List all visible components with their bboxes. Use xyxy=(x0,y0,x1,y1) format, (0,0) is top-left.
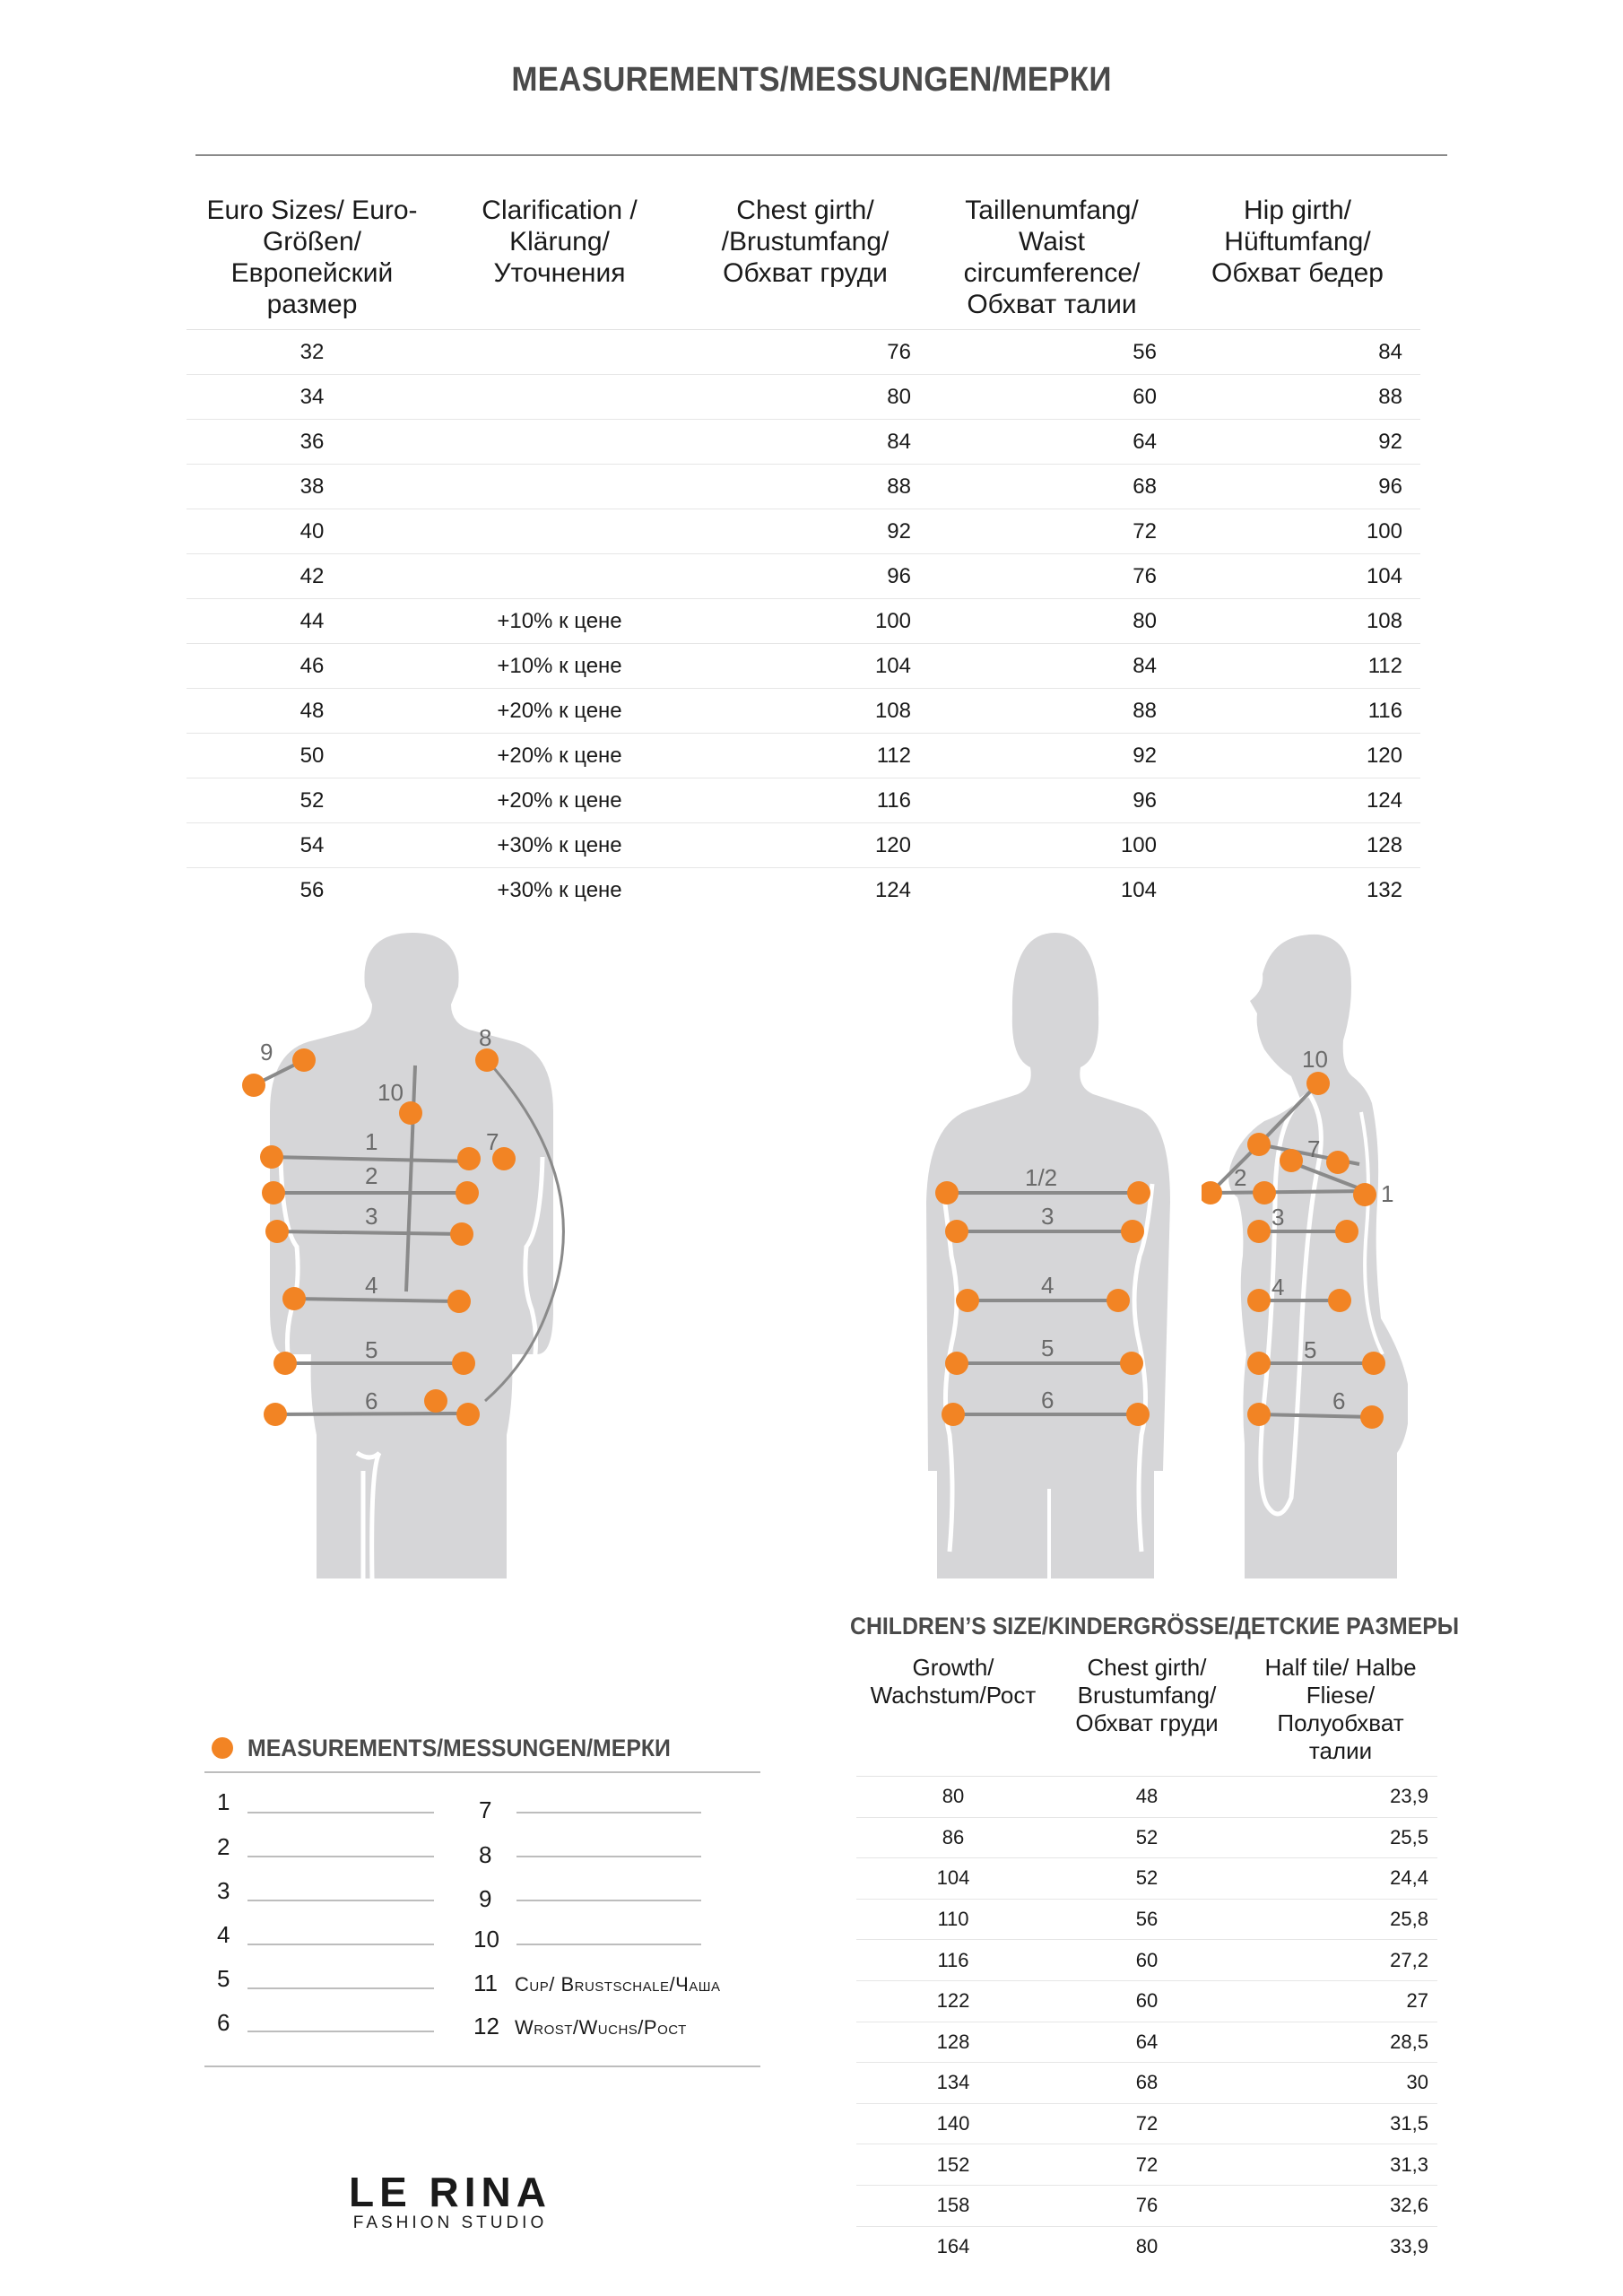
children-table-row xyxy=(856,2144,1437,2186)
header-clarification: Clarification / Klärung/ Уточнения xyxy=(482,196,638,288)
measure-label-growth: Wrost/Wuchs/Рост xyxy=(515,2016,687,2039)
front-label-9: 9 xyxy=(260,1039,273,1065)
side-label-3: 3 xyxy=(1271,1204,1285,1231)
back-figure xyxy=(910,933,1179,1578)
adult-table-row xyxy=(187,509,1420,554)
cell-clarification xyxy=(438,330,681,375)
title-divider xyxy=(195,154,1447,156)
cell-waist: 84 xyxy=(929,644,1175,689)
header-chest: Chest girth/ /Brustumfang/ Обхват груди xyxy=(721,196,890,288)
adult-table-row xyxy=(187,420,1420,465)
cell-waist: 96 xyxy=(929,778,1175,823)
cell-half-waist: 28,5 xyxy=(1244,2022,1437,2063)
measure-field-10[interactable] xyxy=(516,1944,701,1945)
cell-waist: 80 xyxy=(929,599,1175,644)
cell-euro-size: 36 xyxy=(187,420,438,465)
adult-table-row xyxy=(187,375,1420,420)
adult-table-row xyxy=(187,689,1420,734)
measure-num-12: 12 xyxy=(473,2013,499,2039)
children-table-row xyxy=(856,2022,1437,2063)
measure-num-3: 3 xyxy=(217,1877,230,1904)
side-label-6: 6 xyxy=(1332,1387,1346,1414)
cell-child-chest: 52 xyxy=(1050,1858,1244,1900)
cell-clarification xyxy=(438,465,681,509)
header-hip: Hip girth/ Hüftumfang/ Обхват бедер xyxy=(1211,196,1384,288)
logo-svg xyxy=(280,2169,621,2231)
measure-num-9: 9 xyxy=(479,1885,492,1912)
children-table-row xyxy=(856,2185,1437,2226)
front-label-4: 4 xyxy=(365,1272,378,1299)
measure-label-cup: Cup/ Brustschale/Чаша xyxy=(515,1973,721,1996)
cell-child-chest: 72 xyxy=(1050,2144,1244,2186)
children-table-row xyxy=(856,1940,1437,1981)
cell-clarification: +30% к цене xyxy=(497,877,622,902)
cell-child-chest: 72 xyxy=(1050,2103,1244,2144)
measure-num-11: 11 xyxy=(473,1970,498,1996)
cell-growth: 152 xyxy=(856,2144,1050,2186)
cell-hip: 116 xyxy=(1175,689,1420,734)
side-label-10: 10 xyxy=(1302,1046,1328,1073)
side-line-2b xyxy=(1211,1191,1372,1193)
cell-child-chest: 52 xyxy=(1050,1817,1244,1858)
cell-child-chest: 48 xyxy=(1050,1777,1244,1818)
cell-euro-size: 46 xyxy=(187,644,438,689)
cell-euro-size: 32 xyxy=(187,330,438,375)
measure-field-4[interactable] xyxy=(247,1944,434,1945)
front-silhouette xyxy=(270,933,553,1578)
logo-wordmark: LE RINA xyxy=(349,2169,551,2215)
side-label-7: 7 xyxy=(1307,1135,1321,1162)
cell-euro-size: 34 xyxy=(187,375,438,420)
adult-table-row xyxy=(187,465,1420,509)
cell-half-waist: 27,2 xyxy=(1244,1940,1437,1981)
cell-euro-size: 44 xyxy=(187,599,438,644)
cell-growth: 158 xyxy=(856,2185,1050,2226)
cell-child-chest: 80 xyxy=(1135,2234,1159,2257)
measure-field-3[interactable] xyxy=(247,1900,434,1901)
measure-field-6[interactable] xyxy=(247,2031,434,2032)
cell-euro-size: 40 xyxy=(187,509,438,554)
children-table-row xyxy=(856,1817,1437,1858)
cell-hip: 88 xyxy=(1175,375,1420,420)
adult-table-row xyxy=(187,868,1420,913)
front-label-8: 8 xyxy=(479,1024,492,1051)
cell-clarification xyxy=(438,554,681,599)
front-label-7: 7 xyxy=(486,1128,499,1155)
adult-table-row xyxy=(187,554,1420,599)
cell-euro-size: 48 xyxy=(187,689,438,734)
cell-euro-size: 50 xyxy=(187,734,438,778)
header-child-chest: Chest girth/ Brustumfang/ Обхват груди xyxy=(1075,1654,1219,1736)
front-label-1: 1 xyxy=(365,1128,378,1155)
back-label-5: 5 xyxy=(1041,1335,1055,1361)
cell-clarification xyxy=(438,509,681,554)
cell-waist: 64 xyxy=(929,420,1175,465)
back-figure-svg xyxy=(910,933,1179,1578)
back-label-12: 1/2 xyxy=(1025,1164,1058,1191)
front-label-6: 6 xyxy=(365,1387,378,1414)
cell-euro-size: 52 xyxy=(187,778,438,823)
back-label-6: 6 xyxy=(1041,1387,1055,1413)
measure-field-1[interactable] xyxy=(247,1812,434,1813)
measure-num-4: 4 xyxy=(217,1921,230,1948)
cell-half-waist: 31,5 xyxy=(1244,2103,1437,2144)
cell-growth: 110 xyxy=(856,1899,1050,1940)
cell-clarification xyxy=(438,375,681,420)
front-figure-svg xyxy=(229,933,596,1578)
cell-half-waist: 25,8 xyxy=(1244,1899,1437,1940)
header-waist: Taillenumfang/ Waist circumference/ Обхват талии xyxy=(963,196,1141,319)
cell-growth: 122 xyxy=(856,1980,1050,2022)
cell-euro-size: 42 xyxy=(187,554,438,599)
cell-half-waist: 25,5 xyxy=(1244,1817,1437,1858)
cell-half-waist: 23,9 xyxy=(1244,1777,1437,1818)
cell-child-chest: 56 xyxy=(1050,1899,1244,1940)
side-silhouette xyxy=(1228,935,1408,1578)
cell-growth: 140 xyxy=(856,2103,1050,2144)
cell-waist: 76 xyxy=(929,554,1175,599)
cell-half-waist: 30 xyxy=(1244,2063,1437,2104)
cell-growth: 104 xyxy=(856,1858,1050,1900)
measure-field-7[interactable] xyxy=(516,1812,701,1813)
adult-table-row xyxy=(187,823,1420,868)
measure-num-5: 5 xyxy=(217,1965,230,1992)
measurements-bullet-icon xyxy=(212,1737,233,1759)
cell-hip: 132 xyxy=(1366,877,1402,902)
cell-child-chest: 76 xyxy=(1050,2185,1244,2226)
children-table-row xyxy=(856,2226,1437,2266)
cell-waist: 92 xyxy=(929,734,1175,778)
cell-chest: 116 xyxy=(681,778,929,823)
cell-waist: 56 xyxy=(929,330,1175,375)
cell-hip: 84 xyxy=(1175,330,1420,375)
cell-hip: 96 xyxy=(1175,465,1420,509)
adult-table-row xyxy=(187,599,1420,644)
cell-chest: 104 xyxy=(681,644,929,689)
children-title: CHILDREN’S SIZE/KINDERGRÖSSE/ДЕТСКИЕ РАЗМЕРЫ xyxy=(850,1613,1460,1639)
measurements-top-rule xyxy=(204,1771,760,1773)
cell-waist: 68 xyxy=(929,465,1175,509)
cell-euro-size: 38 xyxy=(187,465,438,509)
adult-size-table xyxy=(187,184,1420,912)
header-half-waist: Half tile/ Halbe Fliese/ Полуобхват талии xyxy=(1264,1654,1417,1764)
cell-hip: 112 xyxy=(1175,644,1420,689)
side-label-1: 1 xyxy=(1381,1180,1394,1207)
cell-hip: 92 xyxy=(1175,420,1420,465)
children-size-table xyxy=(856,1648,1437,2266)
cell-hip: 108 xyxy=(1175,599,1420,644)
back-silhouette xyxy=(926,933,1170,1578)
cell-half-waist: 32,6 xyxy=(1244,2185,1437,2226)
cell-chest: 112 xyxy=(681,734,929,778)
cell-euro-size: 56 xyxy=(299,877,325,902)
measure-num-8: 8 xyxy=(479,1841,492,1868)
cell-chest: 96 xyxy=(681,554,929,599)
cell-chest: 108 xyxy=(681,689,929,734)
adult-table-row xyxy=(187,330,1420,375)
header-euro-size: Euro Sizes/ Euro-Größen/ Европейский размер xyxy=(206,196,418,319)
children-table-row xyxy=(856,2103,1437,2144)
cell-chest: 80 xyxy=(681,375,929,420)
cell-growth: 86 xyxy=(856,1817,1050,1858)
page-title: MEASUREMENTS/MESSUNGEN/МЕРКИ xyxy=(511,61,1112,99)
cell-chest: 100 xyxy=(681,599,929,644)
cell-hip: 100 xyxy=(1175,509,1420,554)
adult-table-row xyxy=(187,778,1420,823)
cell-half-waist: 24,4 xyxy=(1244,1858,1437,1900)
children-table-row xyxy=(856,1858,1437,1900)
front-label-10: 10 xyxy=(378,1079,404,1106)
cell-hip: 120 xyxy=(1175,734,1420,778)
adult-table-row xyxy=(187,734,1420,778)
front-label-3: 3 xyxy=(365,1203,378,1230)
cell-clarification xyxy=(438,420,681,465)
measure-num-6: 6 xyxy=(217,2009,230,2036)
cell-growth: 80 xyxy=(856,1777,1050,1818)
front-label-2: 2 xyxy=(365,1162,378,1189)
measure-num-10: 10 xyxy=(473,1926,499,1952)
logo-tagline: FASHION STUDIO xyxy=(352,2213,548,2231)
measure-field-5[interactable] xyxy=(247,1987,434,1989)
cell-hip: 124 xyxy=(1175,778,1420,823)
measurements-title: MEASUREMENTS/MESSUNGEN/МЕРКИ xyxy=(247,1735,671,1761)
adult-table-header xyxy=(187,184,1420,330)
cell-half-waist: 27 xyxy=(1244,1980,1437,2022)
measure-num-2: 2 xyxy=(217,1833,230,1860)
cell-chest: 84 xyxy=(681,420,929,465)
cell-half-waist: 33,9 xyxy=(1390,2234,1428,2257)
cell-chest: 92 xyxy=(681,509,929,554)
cell-growth: 164 xyxy=(936,2234,970,2257)
cell-child-chest: 60 xyxy=(1050,1980,1244,2022)
measure-field-8[interactable] xyxy=(516,1856,701,1857)
cell-clarification: +20% к цене xyxy=(438,689,681,734)
cell-growth: 116 xyxy=(856,1940,1050,1981)
le-rina-logo xyxy=(280,2169,621,2236)
side-figure xyxy=(1202,933,1408,1578)
cell-child-chest: 60 xyxy=(1050,1940,1244,1981)
cell-clarification: +10% к цене xyxy=(438,599,681,644)
cell-chest: 120 xyxy=(681,823,929,868)
back-label-4: 4 xyxy=(1041,1272,1055,1299)
side-label-5: 5 xyxy=(1304,1336,1317,1363)
cell-hip: 104 xyxy=(1175,554,1420,599)
children-table-row xyxy=(856,1980,1437,2022)
adult-table-row xyxy=(187,644,1420,689)
side-label-4: 4 xyxy=(1271,1274,1285,1300)
cell-chest: 76 xyxy=(681,330,929,375)
children-table-row xyxy=(856,2063,1437,2104)
cell-growth: 128 xyxy=(856,2022,1050,2063)
front-label-5: 5 xyxy=(365,1336,378,1363)
measure-num-1: 1 xyxy=(217,1788,230,1815)
cell-euro-size: 54 xyxy=(187,823,438,868)
side-label-2: 2 xyxy=(1234,1164,1247,1191)
cell-waist: 104 xyxy=(1120,877,1157,902)
header-growth: Growth/ Wachstum/Рост xyxy=(870,1654,1037,1709)
cell-chest: 88 xyxy=(681,465,929,509)
front-figure xyxy=(229,933,596,1578)
children-table-row xyxy=(856,1899,1437,1940)
measurements-bottom-rule xyxy=(204,2066,760,2067)
cell-child-chest: 64 xyxy=(1050,2022,1244,2063)
side-figure-svg xyxy=(1202,933,1408,1578)
cell-chest: 124 xyxy=(874,877,911,902)
measure-field-2[interactable] xyxy=(247,1856,434,1857)
measure-field-9[interactable] xyxy=(516,1900,701,1901)
cell-clarification: +10% к цене xyxy=(438,644,681,689)
children-table-row xyxy=(856,1777,1437,1818)
cell-clarification: +20% к цене xyxy=(438,734,681,778)
children-table-header xyxy=(856,1648,1437,1777)
cell-child-chest: 68 xyxy=(1050,2063,1244,2104)
cell-waist: 72 xyxy=(929,509,1175,554)
cell-waist: 88 xyxy=(929,689,1175,734)
measure-num-7: 7 xyxy=(479,1796,492,1823)
cell-waist: 60 xyxy=(929,375,1175,420)
back-label-3: 3 xyxy=(1041,1203,1055,1230)
cell-hip: 128 xyxy=(1175,823,1420,868)
cell-half-waist: 31,3 xyxy=(1244,2144,1437,2186)
cell-clarification: +20% к цене xyxy=(438,778,681,823)
cell-growth: 134 xyxy=(856,2063,1050,2104)
cell-clarification: +30% к цене xyxy=(438,823,681,868)
cell-waist: 100 xyxy=(929,823,1175,868)
